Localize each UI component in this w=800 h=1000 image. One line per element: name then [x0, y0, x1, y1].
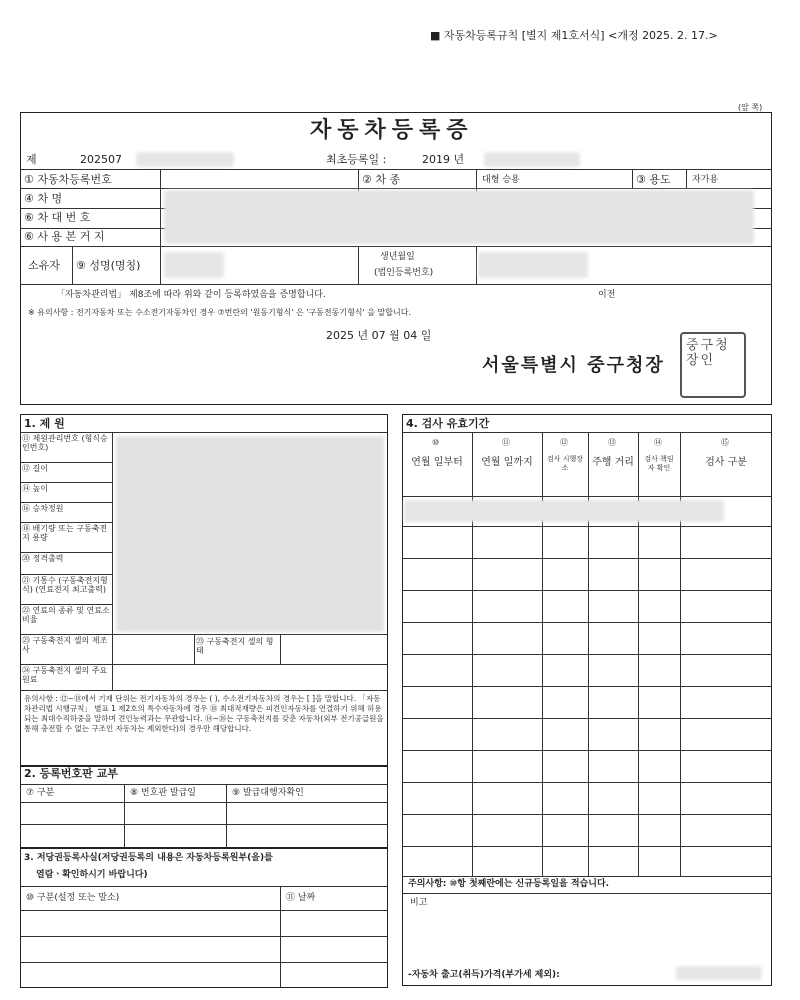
type-value: 대형 승용 [482, 175, 520, 185]
section-mortgage [20, 848, 388, 988]
spec-label: ⑱ 배기량 또는 구동축전지 용량 [22, 524, 108, 542]
owner-label: 소유자 [28, 259, 60, 272]
inspection-col-label: 주행 거리 [592, 457, 634, 468]
vin-label: ⑥ 차 대 번 호 [24, 211, 91, 224]
use-value: 자가용 [692, 175, 719, 185]
base-label: ⑥ 사 용 본 거 지 [24, 230, 105, 243]
inspection-col-label: 검사 구분 [705, 457, 747, 468]
type-label: ② 차 종 [362, 173, 401, 186]
certification-text: 「자동차관리법」 제8조에 따라 위와 같이 등록하였음을 증명합니다. [56, 290, 326, 300]
remarks-label: 비고 [410, 898, 428, 908]
redacted-first-reg [484, 152, 580, 167]
spec-label: ㉒ 연료의 종류 및 연료소비율 [22, 606, 110, 624]
spec-label: ㉑ 기통수 (구동축전지형식) (연료전지 최고출력) [22, 576, 108, 594]
page-side-note: (앞 쪽) [738, 103, 763, 112]
owner-name-label: ⑨ 성명(명칭) [76, 259, 141, 272]
inspection-col-label: 연월 일까지 [481, 457, 533, 468]
car-name-label: ④ 차 명 [24, 192, 63, 205]
ev-notice: ※ 유의사항 : 전기자동차 또는 수소전기자동차인 경우 ⑦번란의 '원동기형식' 은 '구동전동기형식' 을 말합니다. [28, 308, 411, 317]
inspection-col-number: ⑮ [721, 438, 729, 447]
spec-label: ⑯ 승차정원 [22, 504, 64, 513]
issue-date: 2025 년 07 월 04 일 [326, 329, 432, 342]
inspection-col-label: 검사 책임자 확인 [644, 455, 674, 472]
birth-label: 생년월일 [380, 252, 415, 262]
redacted-vin-address [164, 190, 754, 244]
price-label: -자동차 출고(취득)가격(부가세 제외): [408, 970, 560, 980]
issuer-name: 서울특별시 중구청장 [482, 355, 665, 376]
spec-label: ㉓ 구동축전지 셀의 제조사 [22, 636, 108, 654]
section-plate-title: 2. 등록번호판 교부 [24, 767, 118, 780]
redacted-inspection-row [404, 500, 724, 522]
plate-col-agent: ⑨ 발급대행자확인 [232, 788, 304, 798]
inspection-col-number: ⑩ [432, 438, 440, 447]
certification-text-right: 이전 [598, 290, 616, 300]
document-title: 자동차등록증 [310, 118, 474, 143]
inspection-col-number: ⑬ [608, 438, 616, 447]
form-header-note: ■ 자동차등록규칙 [별지 제1호서식] <개정 2025. 2. 17.> [430, 29, 718, 42]
first-reg-label: 최초등록일 : [326, 153, 387, 166]
cell-shape-label: ㉓ 구동축전지 셀의 형태 [196, 637, 274, 656]
spec-label: ⑪ 제원관리번호 (형식승인번호) [22, 434, 108, 452]
section-mortgage-title-2: 열람ㆍ확인하시기 바랍니다) [36, 870, 148, 880]
spec-label: ㉔ 구동축전지 셀의 주요 원료 [22, 666, 108, 684]
inspection-col-label: 검사 시행장소 [546, 455, 584, 472]
seal-text: 중구청장인 [686, 338, 730, 368]
birth-label-2: (법인등록번호) [374, 268, 434, 278]
first-reg-value: 2019 년 [422, 153, 465, 166]
redacted-specs [116, 436, 384, 632]
inspection-col-number: ⑭ [654, 438, 662, 447]
plate-col-kind: ⑦ 구분 [26, 788, 55, 798]
spec-label: ⑭ 높이 [22, 484, 48, 493]
spec-label: ⑫ 길이 [22, 464, 48, 473]
inspection-col-label: 연월 일부터 [411, 457, 463, 468]
cert-no-value: 202507 [80, 153, 122, 166]
inspection-col-number: ⑫ [560, 438, 568, 447]
mortgage-col-kind: ⑩ 구분(설정 또는 말소) [26, 893, 120, 903]
section-inspection-title: 4. 검사 유효기간 [406, 417, 490, 430]
plate-col-issue-date: ⑧ 번호판 발급일 [130, 788, 196, 798]
cert-no-label: 제 [26, 153, 37, 166]
redacted-owner-name [164, 252, 224, 278]
inspection-notice: 주의사항: ⑩항 첫째란에는 신규등록일을 적습니다. [408, 879, 610, 889]
redacted-cert-no [136, 152, 234, 167]
mortgage-col-date: ⑪ 날짜 [286, 893, 316, 903]
inspection-col-number: ⑪ [502, 438, 510, 447]
reg-no-label: ① 자동차등록번호 [24, 173, 112, 186]
section-specs-title: 1. 제 원 [24, 417, 65, 430]
redacted-price [676, 966, 762, 980]
official-seal [680, 332, 746, 398]
use-label: ③ 용도 [636, 173, 671, 186]
spec-label: ⑳ 정격출력 [22, 554, 64, 563]
redacted-birth [478, 252, 588, 278]
section-mortgage-title: 3. 저당권등록사실(저당권등록의 내용은 자동차등록원부(을)를 [24, 853, 273, 863]
specs-note: 유의사항 : ⑫~⑱에서 기재 단위는 전기자동차의 경우는 ( ), 수소전기자동차의 경우는 [ ]을 말합니다. 「자동차관리법 시행규칙」 별표 1 제2호의 특수자동차에 경우 ⑱ 최대적재량은 피견인자동차를 연결하기 위해 허용되는 최대수직하중을 말하며 견인능력과는 무관합니다. ⑭~⑱는 구동축전지를 갖춘 자동차(외부 전기공급원을 통해 충전할 수 없는 구조인 자동차는 제외한다)의 경우만 해당합니다. [24, 694, 384, 733]
